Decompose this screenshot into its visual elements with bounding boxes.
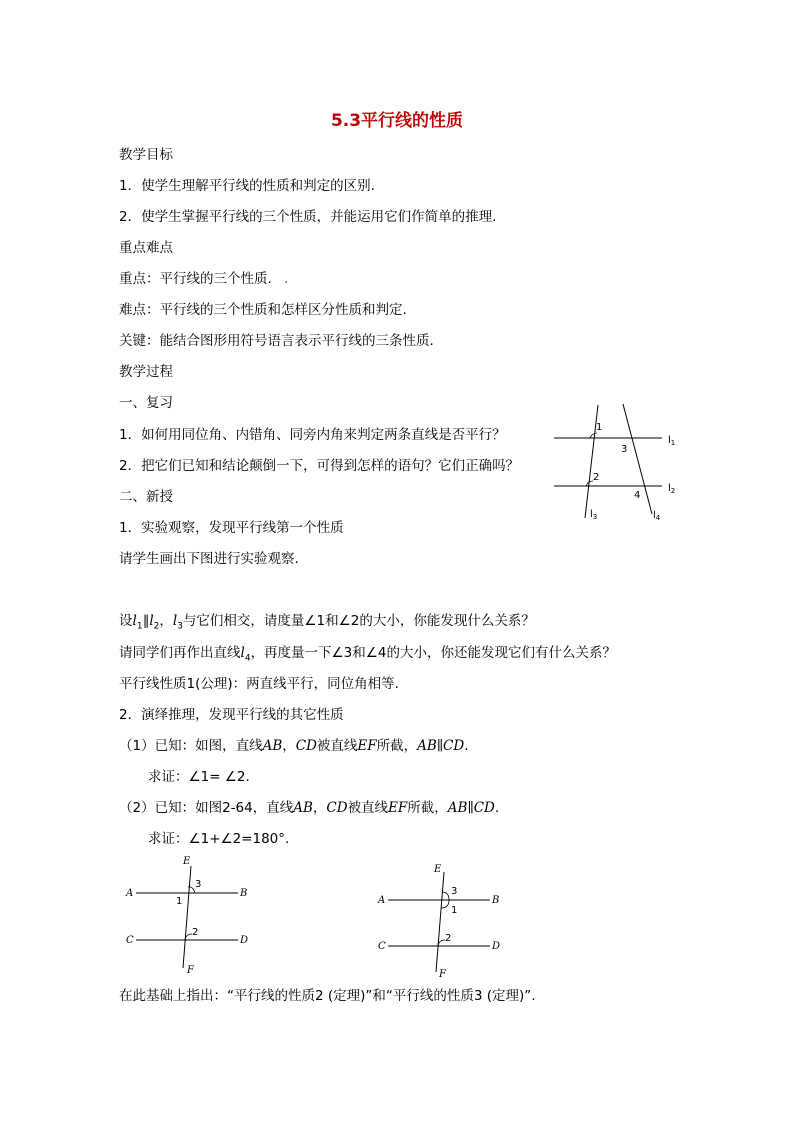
review-heading: 一、复习 — [119, 395, 173, 411]
ex1-end: . — [464, 738, 469, 754]
label-l3-sub: 3 — [592, 513, 598, 521]
ex1-par: AB∥CD — [417, 738, 465, 754]
angle-1-arc — [441, 900, 449, 908]
angle-3-label: 3 — [451, 886, 458, 897]
angle-3-label: 3 — [195, 879, 202, 890]
angle-2-label: 2 — [445, 933, 452, 944]
angle-1-label: 1 — [596, 422, 603, 433]
line-ef — [183, 866, 191, 968]
ex1-a: （1）已知：如图，直线 — [119, 738, 263, 754]
label-l1-main: l — [668, 435, 671, 446]
label-l2-main: l — [668, 483, 671, 494]
angle-1-arc — [590, 433, 597, 438]
label-l4 — [653, 510, 661, 522]
section-1-heading: 1．实验观察，发现平行线第一个性质 — [119, 520, 344, 536]
ex1-cd: CD — [295, 738, 317, 754]
ex1-ef: EF — [357, 738, 377, 754]
instruction-line: 请学生画出下图进行实验观察. — [119, 551, 299, 567]
q2-prefix: 请同学们再作出直线 — [119, 645, 241, 661]
q1-rest: 与它们相交，请度量∠1和∠2的大小，你能发现什么关系？ — [182, 613, 535, 629]
label-l3 — [590, 509, 597, 521]
q1-l2: l — [149, 613, 154, 629]
ex2-ef: EF — [388, 800, 408, 816]
keypoints-heading: 重点难点 — [119, 240, 173, 256]
new-heading: 二、新授 — [119, 489, 173, 505]
ex1-comma: ， — [282, 738, 296, 754]
ex2-b: 被直线 — [347, 800, 389, 816]
example-1-given — [119, 737, 469, 755]
q2-rest: ，再度量一下∠3和∠4的大小，你还能发现它们有什么关系？ — [250, 645, 616, 661]
ex1-ab: AB — [262, 738, 283, 754]
angle-3-label: 3 — [621, 444, 628, 455]
example-2-prove: 求证：∠1+∠2=180°. — [148, 831, 290, 847]
q1-s3: 3 — [177, 621, 183, 632]
label-l2-sub: 2 — [670, 487, 676, 495]
angle-2-arc — [438, 940, 445, 946]
figure-left-transversal — [122, 852, 252, 977]
label-E: E — [434, 864, 442, 875]
example-1-prove: 求证：∠1= ∠2. — [148, 769, 250, 785]
key-point-stray-dot: . — [284, 271, 289, 287]
label-l4-main: l — [653, 510, 656, 521]
question-2-line — [119, 644, 616, 662]
ex1-c: 所截， — [376, 738, 418, 754]
label-C: C — [378, 941, 386, 952]
angle-1-label: 1 — [451, 905, 458, 916]
q1-l3: l — [172, 613, 178, 629]
ex2-comma: ， — [312, 800, 327, 816]
label-F: F — [187, 965, 194, 976]
label-l1-sub: 1 — [670, 439, 676, 447]
angle-2-arc — [586, 481, 593, 486]
label-F: F — [439, 969, 446, 980]
difficulty-line: 难点：平行线的三个性质和怎样区分性质和判定. — [119, 302, 407, 318]
key-point-text: 重点：平行线的三个性质. — [119, 271, 272, 287]
ex2-ab: AB — [293, 800, 313, 816]
objective-item-2: 2．使学生掌握平行线的三个性质，并能运用它们作简单的推理. — [119, 209, 497, 225]
label-l2 — [668, 483, 675, 495]
ex1-b: 被直线 — [316, 738, 358, 754]
angle-1-label: 1 — [176, 896, 183, 907]
label-A: A — [126, 888, 134, 899]
ex2-c: 所截， — [407, 800, 448, 816]
figure-right-transversal — [372, 860, 507, 982]
objectives-heading: 教学目标 — [119, 147, 173, 163]
q2-l4: l — [240, 645, 245, 661]
crux-line: 关键：能结合图形用符号语言表示平行线的三条性质. — [119, 333, 434, 349]
angle-3-arc — [442, 892, 449, 900]
review-item-2: 2．把它们已知和结论颠倒一下，可得到怎样的语句？它们正确吗？ — [119, 458, 520, 474]
q1-s1: 1 — [136, 621, 143, 632]
process-heading: 教学过程 — [119, 364, 173, 380]
label-E: E — [183, 856, 191, 867]
conclusion-line: 在此基础上指出：“平行线的性质2 (定理)”和“平行线的性质3 (定理)”. — [119, 988, 536, 1004]
q1-sep: ， — [159, 613, 173, 629]
ex2-a: （2）已知：如图2-64，直线 — [119, 800, 294, 816]
ex2-par: AB∥CD — [447, 800, 495, 816]
review-item-1: 1．如何用同位角、内错角、同旁内角来判定两条直线是否平行？ — [119, 427, 506, 443]
angle-4-label: 4 — [634, 490, 641, 501]
key-point-line — [119, 270, 288, 288]
objective-item-1: 1．使学生理解平行线的性质和判定的区别. — [119, 178, 375, 194]
label-A: A — [378, 895, 386, 906]
example-2-given — [119, 799, 499, 817]
ex2-end: . — [494, 800, 500, 816]
q2-s4: 4 — [244, 653, 251, 664]
label-C: C — [126, 935, 134, 946]
angle-2-label: 2 — [192, 927, 199, 938]
question-1-line — [119, 612, 535, 630]
line-ef — [436, 872, 444, 972]
label-l4-sub: 4 — [655, 514, 661, 522]
label-B: B — [240, 888, 248, 899]
page-title: 5.3平行线的性质 — [330, 111, 464, 131]
label-l1 — [668, 435, 675, 447]
q1-prefix: 设 — [119, 613, 133, 629]
label-B: B — [492, 895, 500, 906]
q1-l1: l — [132, 613, 137, 629]
ex2-cd: CD — [326, 800, 348, 816]
label-D: D — [240, 935, 249, 946]
q1-parallel: ∥ — [142, 613, 150, 629]
figure-top-parallel-lines — [550, 400, 690, 525]
section-2-heading: 2．演绎推理，发现平行线的其它性质 — [119, 707, 344, 723]
label-l3-main: l — [590, 509, 593, 520]
label-D: D — [492, 941, 501, 952]
angle-2-label: 2 — [593, 472, 600, 483]
q1-s2: 2 — [153, 621, 160, 632]
property-1-line: 平行线性质1(公理)：两直线平行，同位角相等. — [119, 676, 399, 692]
